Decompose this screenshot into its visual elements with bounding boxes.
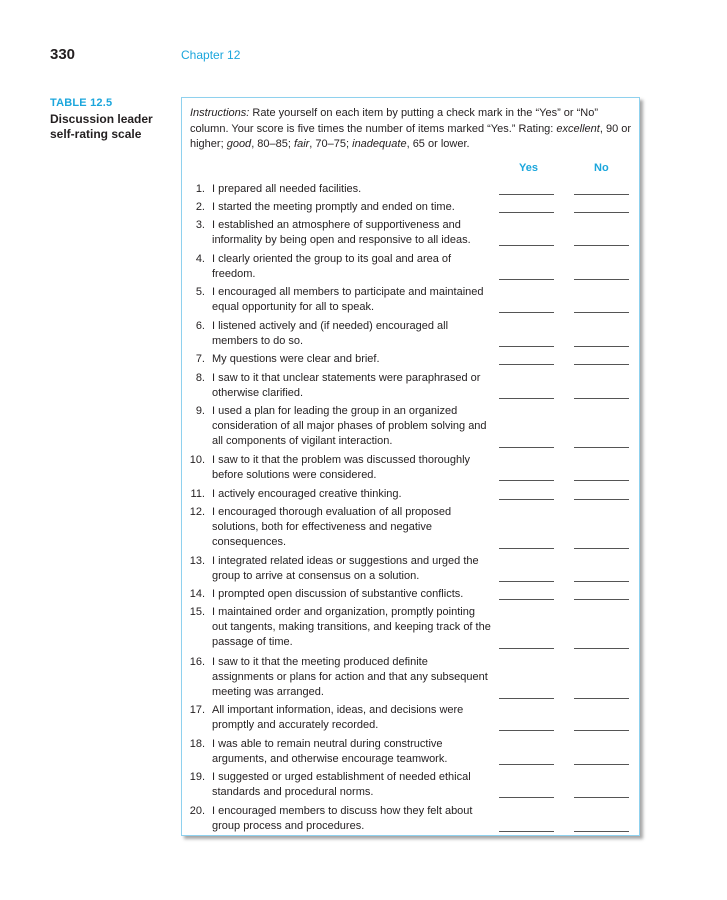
- no-answer-blank[interactable]: [574, 730, 629, 731]
- yes-answer-blank[interactable]: [499, 364, 554, 365]
- rating-item: [182, 453, 641, 483]
- rating-item: [182, 505, 641, 551]
- rating-item: [182, 554, 641, 584]
- table-label: TABLE 12.5: [50, 97, 113, 109]
- no-answer-blank[interactable]: [574, 212, 629, 213]
- item-number: 1.: [195, 183, 205, 195]
- column-header-yes: Yes: [519, 162, 538, 174]
- rating-item: [182, 285, 641, 315]
- rating-item: [182, 487, 641, 502]
- no-answer-blank[interactable]: [574, 245, 629, 246]
- no-answer-blank[interactable]: [574, 581, 629, 582]
- item-text: I maintained order and organization, promptly pointing out tangents, making transitions, and keeping track of the passage of time.: [212, 606, 491, 649]
- item-number: 20.: [189, 805, 205, 817]
- item-number: 9.: [195, 405, 205, 417]
- yes-answer-blank[interactable]: [499, 797, 554, 798]
- rating-item: [182, 218, 641, 248]
- no-answer-blank[interactable]: [574, 447, 629, 448]
- item-number: 6.: [195, 320, 205, 332]
- item-text: I suggested or urged establishment of needed ethical standards and procedural norms.: [212, 771, 471, 799]
- no-answer-blank[interactable]: [574, 346, 629, 347]
- yes-answer-blank[interactable]: [499, 312, 554, 313]
- item-number: 16.: [189, 656, 205, 668]
- rating-item: [182, 737, 641, 767]
- instructions: Instructions: Rate yourself on each item by putting a check mark in the “Yes” or “No” column. Your score is five times the number of items marked “Yes.” Rating: excellent, 90 or higher; good, 80–85; fair, 70–75; inadequate, 65 or lower.: [190, 107, 632, 150]
- no-answer-blank[interactable]: [574, 312, 629, 313]
- rating-item: [182, 200, 641, 215]
- item-number: 8.: [195, 372, 205, 384]
- yes-answer-blank[interactable]: [499, 245, 554, 246]
- rating-item: [182, 770, 641, 800]
- item-number: 12.: [189, 506, 205, 518]
- item-number: 7.: [195, 353, 205, 365]
- yes-answer-blank[interactable]: [499, 212, 554, 213]
- item-number: 14.: [189, 588, 205, 600]
- yes-answer-blank[interactable]: [499, 548, 554, 549]
- yes-answer-blank[interactable]: [499, 730, 554, 731]
- item-number: 5.: [195, 286, 205, 298]
- no-answer-blank[interactable]: [574, 599, 629, 600]
- item-text: I encouraged thorough evaluation of all proposed solutions, both for effectiveness and negative consequences.: [212, 506, 452, 549]
- item-text: I saw to it that the meeting produced definite assignments or plans for action and that any subsequent meeting was arranged.: [212, 656, 488, 699]
- item-text: I encouraged all members to participate and maintained equal opportunity for all to speak.: [212, 286, 484, 314]
- item-text: All important information, ideas, and decisions were promptly and accurately recorded.: [212, 704, 464, 732]
- item-number: 4.: [195, 253, 205, 265]
- item-text: My questions were clear and brief.: [212, 353, 380, 365]
- rating-item: [182, 319, 641, 349]
- instructions-lead: Instructions:: [190, 107, 250, 119]
- item-text: I saw to it that unclear statements were paraphrased or otherwise clarified.: [212, 372, 481, 400]
- item-number: 17.: [189, 704, 205, 716]
- page-number: 330: [50, 46, 76, 63]
- item-number: 2.: [195, 201, 205, 213]
- column-header-no: No: [594, 162, 609, 174]
- rating-item: [182, 655, 641, 701]
- yes-answer-blank[interactable]: [499, 581, 554, 582]
- item-text: I prepared all needed facilities.: [212, 183, 362, 195]
- item-text: I listened actively and (if needed) encouraged all members to do so.: [212, 320, 449, 348]
- item-text: I used a plan for leading the group in an organized consideration of all major phases of problem solving and all components of vigilant interaction.: [212, 405, 487, 448]
- item-number: 19.: [189, 771, 205, 783]
- no-answer-blank[interactable]: [574, 797, 629, 798]
- table-caption: Discussion leader self-rating scale: [50, 112, 153, 141]
- rating-item: [182, 703, 641, 733]
- yes-answer-blank[interactable]: [499, 648, 554, 649]
- yes-answer-blank[interactable]: [499, 764, 554, 765]
- no-answer-blank[interactable]: [574, 480, 629, 481]
- rating-item: [182, 252, 641, 282]
- yes-answer-blank[interactable]: [499, 599, 554, 600]
- rating-scale-box: [181, 97, 640, 836]
- item-text: I prompted open discussion of substantive conflicts.: [212, 588, 464, 600]
- item-number: 3.: [195, 219, 205, 231]
- yes-answer-blank[interactable]: [499, 194, 554, 195]
- item-text: I was able to remain neutral during constructive arguments, and otherwise encourage teamwork.: [212, 738, 448, 766]
- yes-answer-blank[interactable]: [499, 698, 554, 699]
- no-answer-blank[interactable]: [574, 764, 629, 765]
- item-text: I established an atmosphere of supportiveness and informality by being open and responsive to all ideas.: [212, 219, 471, 247]
- rating-item: [182, 352, 641, 367]
- rating-item: [182, 605, 641, 651]
- no-answer-blank[interactable]: [574, 831, 629, 832]
- item-text: I saw to it that the problem was discussed thoroughly before solutions were considered.: [212, 454, 471, 482]
- no-answer-blank[interactable]: [574, 648, 629, 649]
- yes-answer-blank[interactable]: [499, 447, 554, 448]
- item-text: I actively encouraged creative thinking.: [212, 488, 402, 500]
- item-number: 13.: [189, 555, 205, 567]
- rating-item: [182, 182, 641, 197]
- item-number: 18.: [189, 738, 205, 750]
- running-header-chapter: Chapter 12: [181, 48, 241, 62]
- yes-answer-blank[interactable]: [499, 398, 554, 399]
- no-answer-blank[interactable]: [574, 548, 629, 549]
- item-text: I encouraged members to discuss how they felt about group process and procedures.: [212, 805, 473, 833]
- yes-answer-blank[interactable]: [499, 480, 554, 481]
- item-number: 15.: [189, 606, 205, 618]
- no-answer-blank[interactable]: [574, 398, 629, 399]
- no-answer-blank[interactable]: [574, 364, 629, 365]
- item-text: I started the meeting promptly and ended on time.: [212, 201, 455, 213]
- no-answer-blank[interactable]: [574, 279, 629, 280]
- item-text: I integrated related ideas or suggestions and urged the group to arrive at consensus on a solution.: [212, 555, 479, 583]
- no-answer-blank[interactable]: [574, 698, 629, 699]
- rating-item: [182, 587, 641, 602]
- item-number: 11.: [190, 488, 205, 500]
- yes-answer-blank[interactable]: [499, 346, 554, 347]
- no-answer-blank[interactable]: [574, 194, 629, 195]
- yes-answer-blank[interactable]: [499, 499, 554, 500]
- item-number: 10.: [189, 454, 205, 466]
- rating-item: [182, 371, 641, 401]
- rating-item: [182, 404, 641, 450]
- item-text: I clearly oriented the group to its goal and area of freedom.: [212, 253, 452, 281]
- no-answer-blank[interactable]: [574, 499, 629, 500]
- rating-item: [182, 804, 641, 834]
- yes-answer-blank[interactable]: [499, 279, 554, 280]
- yes-answer-blank[interactable]: [499, 831, 554, 832]
